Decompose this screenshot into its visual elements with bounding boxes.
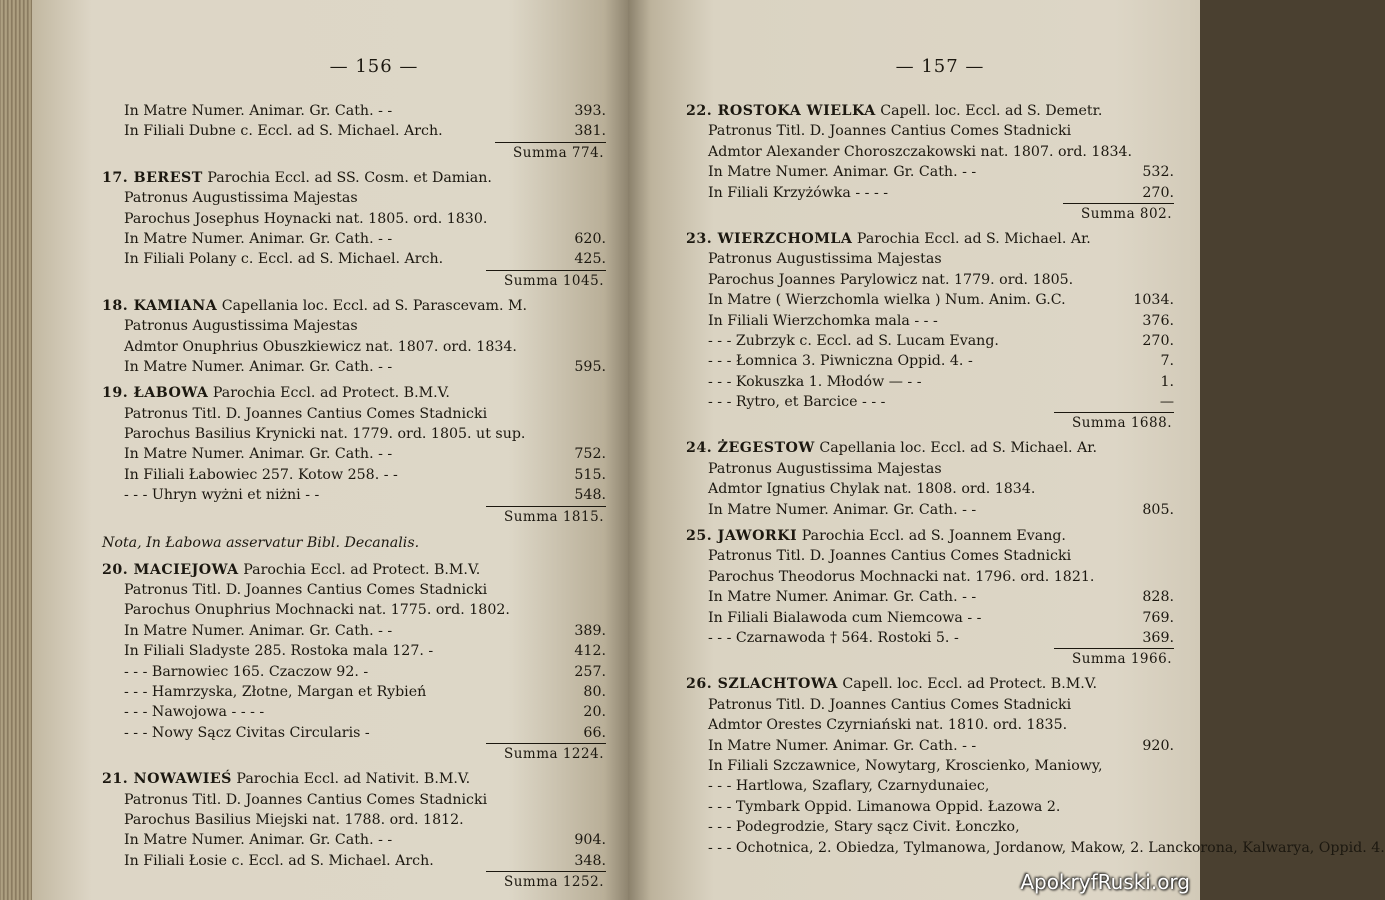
page-number: — 157 — bbox=[895, 56, 985, 77]
entry-heading bbox=[686, 526, 1174, 546]
line-text bbox=[708, 736, 976, 756]
entry-line bbox=[686, 628, 1174, 648]
entry-line bbox=[686, 567, 1174, 587]
entry-line bbox=[102, 485, 606, 505]
line-body: Admtor Alexander Choroszczakowski nat. 1807. ord. 1834. bbox=[708, 143, 1133, 160]
line-body: Patronus Titl. D. Joannes Cantius Comes Stadnicki bbox=[124, 582, 488, 599]
entry-line bbox=[686, 331, 1174, 351]
soul-count: 389. bbox=[574, 622, 606, 639]
summa-total bbox=[686, 412, 1174, 432]
line-body: Parochia Eccl. ad Nativit. B.M.V. bbox=[231, 771, 471, 788]
line-body: Parochus Basilius Krynicki nat. 1779. ord. 1805. ut sup. bbox=[124, 426, 526, 443]
line-body: - - - Nowy Sącz Civitas Circularis - bbox=[124, 724, 370, 741]
line-body: Admtor Orestes Czyrniański nat. 1810. ord. 1835. bbox=[708, 717, 1068, 734]
summa-total bbox=[102, 270, 606, 290]
line-body: - - - Rytro, et Barcice - - - bbox=[708, 394, 886, 411]
parish-name: 20. MACIEJOWA bbox=[102, 561, 239, 578]
line-body: Patronus Titl. D. Joannes Cantius Comes Stadnicki bbox=[124, 405, 488, 422]
line-text bbox=[124, 188, 358, 208]
line-body: - - - Ochotnica, 2. Obiedza, Tylmanowa, Jordanow, Makow, 2. Lanckorona, Kalwarya, Oppid. 4. bbox=[708, 839, 1385, 856]
page-body bbox=[102, 101, 606, 891]
summa-text: Summa 1966. bbox=[1054, 648, 1172, 669]
entry-line bbox=[102, 662, 606, 682]
line-text bbox=[686, 674, 1097, 694]
line-body: In Filiali Dubne c. Eccl. ad S. Michael. Arch. bbox=[124, 123, 443, 140]
line-body: - - - Uhryn wyżni et niżni - - bbox=[124, 487, 320, 504]
parish-name: 25. JAWORKI bbox=[686, 528, 798, 545]
line-body: Capellania loc. Eccl. ad S. Parascevam. M. bbox=[217, 297, 528, 314]
entry-heading bbox=[102, 769, 606, 789]
soul-count: 66. bbox=[552, 723, 606, 744]
line-text bbox=[124, 790, 487, 810]
line-text bbox=[708, 500, 976, 520]
line-body: Patronus Titl. D. Joannes Cantius Comes Stadnicki bbox=[708, 696, 1072, 713]
page-number: — 156 — bbox=[329, 56, 419, 77]
line-text bbox=[708, 392, 885, 412]
line-body: Parochus Basilius Miejski nat. 1788. ord. 1812. bbox=[124, 811, 464, 828]
entry-line bbox=[686, 351, 1174, 371]
line-text bbox=[708, 372, 922, 392]
soul-count: 7. bbox=[1160, 353, 1174, 370]
line-text bbox=[708, 797, 1060, 817]
entry-line bbox=[102, 337, 606, 357]
entry-heading bbox=[686, 101, 1174, 121]
line-body: In Filiali Sladyste 285. Rostoka mala 127. - bbox=[124, 643, 434, 660]
soul-count: 270. bbox=[1142, 332, 1174, 349]
soul-count: 752. bbox=[574, 446, 606, 463]
line-body: In Filiali Szczawnice, Nowytarg, Kroscienko, Maniowy, bbox=[708, 757, 1103, 774]
entry-line bbox=[102, 188, 606, 208]
line-text bbox=[102, 168, 492, 188]
line-body: Parochus Joannes Parylowicz nat. 1779. ord. 1805. bbox=[708, 271, 1074, 288]
line-body: Admtor Ignatius Chylak nat. 1808. ord. 1834. bbox=[708, 481, 1036, 498]
line-body: In Matre Numer. Animar. Gr. Cath. - - bbox=[124, 832, 393, 849]
entry-line bbox=[686, 392, 1174, 412]
entry-heading bbox=[686, 674, 1174, 694]
line-text bbox=[708, 695, 1071, 715]
line-text bbox=[124, 249, 443, 269]
line-text bbox=[708, 756, 1103, 776]
entry-line bbox=[686, 270, 1174, 290]
line-body: Parochia Eccl. ad Protect. B.M.V. bbox=[208, 385, 450, 402]
summa-total bbox=[102, 142, 606, 162]
line-text bbox=[102, 769, 470, 789]
entry-line bbox=[102, 830, 606, 850]
line-body: In Filiali Polany c. Eccl. ad S. Michael. Arch. bbox=[124, 251, 444, 268]
line-body: - - - Zubrzyk c. Eccl. ad S. Lucam Evang. bbox=[708, 332, 999, 349]
line-body: Patronus Titl. D. Joannes Cantius Comes Stadnicki bbox=[708, 548, 1072, 565]
soul-count: 904. bbox=[574, 832, 606, 849]
line-text bbox=[708, 331, 999, 351]
entry-heading bbox=[102, 383, 606, 403]
entry-line bbox=[102, 357, 606, 377]
line-body: Parochia Eccl. ad SS. Cosm. et Damian. bbox=[202, 169, 492, 186]
entry-line bbox=[686, 249, 1174, 269]
line-text bbox=[686, 101, 1102, 121]
line-text bbox=[686, 438, 1097, 458]
entry-line bbox=[102, 621, 606, 641]
line-body: In Matre ( Wierzchomla wielka ) Num. Anim. G.C. bbox=[708, 292, 1066, 309]
line-body: Patronus Augustissima Majestas bbox=[124, 318, 358, 335]
soul-count: 381. bbox=[552, 121, 606, 142]
entry-line bbox=[686, 546, 1174, 566]
summa-total bbox=[102, 871, 606, 891]
line-text bbox=[708, 311, 938, 331]
soul-count: 769. bbox=[1142, 609, 1174, 626]
line-text bbox=[124, 485, 319, 505]
line-body: Parochus Josephus Hoynacki nat. 1805. ord. 1830. bbox=[124, 210, 488, 227]
line-body: Parochia Eccl. ad S. Michael. Ar. bbox=[852, 230, 1091, 247]
entry-line bbox=[102, 444, 606, 464]
line-text bbox=[708, 183, 888, 203]
line-body: Patronus Titl. D. Joannes Cantius Comes Stadnicki bbox=[124, 791, 488, 808]
summa-text: Summa 1688. bbox=[1054, 412, 1172, 433]
line-text bbox=[124, 682, 426, 702]
line-text bbox=[708, 838, 1385, 858]
entry-line bbox=[686, 587, 1174, 607]
line-text bbox=[124, 444, 392, 464]
line-body: - - - Nawojowa - - - - bbox=[124, 704, 265, 721]
line-body: In Filiali Krzyżówka - - - - bbox=[708, 184, 889, 201]
line-body: - - - Tymbark Oppid. Limanowa Oppid. Łazowa 2. bbox=[708, 798, 1061, 815]
line-text bbox=[124, 662, 368, 682]
entry-line bbox=[102, 121, 606, 141]
entry-line bbox=[102, 600, 606, 620]
parish-name: 26. SZLACHTOWA bbox=[686, 676, 838, 693]
entry-line bbox=[102, 702, 606, 722]
entry-line bbox=[686, 838, 1385, 858]
soul-count: 80. bbox=[583, 683, 606, 700]
line-text bbox=[124, 229, 392, 249]
line-body: Admtor Onuphrius Obuszkiewicz nat. 1807. ord. 1834. bbox=[124, 338, 517, 355]
summa-total bbox=[102, 506, 606, 526]
line-text bbox=[102, 560, 480, 580]
line-body: In Matre Numer. Animar. Gr. Cath. - - bbox=[124, 446, 393, 463]
entry-line bbox=[686, 372, 1174, 392]
line-text bbox=[124, 830, 392, 850]
entry-line bbox=[686, 695, 1174, 715]
soul-count: 595. bbox=[574, 358, 606, 375]
soul-count: 376. bbox=[1142, 312, 1174, 329]
line-body: Capell. loc. Eccl. ad Protect. B.M.V. bbox=[837, 676, 1098, 693]
soul-count: 548. bbox=[552, 485, 606, 506]
line-body: - - - Kokuszka 1. Młodów — - - bbox=[708, 373, 922, 390]
entry-line bbox=[686, 797, 1174, 817]
soul-count: 412. bbox=[574, 643, 606, 660]
line-body: Patronus Titl. D. Joannes Cantius Comes Stadnicki bbox=[708, 123, 1072, 140]
entry-line bbox=[102, 465, 606, 485]
parish-name: 23. WIERZCHOMLA bbox=[686, 230, 853, 247]
line-text bbox=[708, 479, 1035, 499]
line-body: - - - Podegrodzie, Stary sącz Civit. Łonczko, bbox=[708, 819, 1020, 836]
line-body: In Matre Numer. Animar. Gr. Cath. - - bbox=[708, 164, 977, 181]
entry-line bbox=[102, 790, 606, 810]
summa-text: Summa 1224. bbox=[486, 743, 604, 764]
line-body: In Matre Numer. Animar. Gr. Cath. - - bbox=[124, 230, 393, 247]
line-body: - - - Hamrzyska, Złotne, Margan et Rybień bbox=[124, 683, 427, 700]
left-page bbox=[32, 0, 628, 900]
entry-line bbox=[102, 101, 606, 121]
entry-heading bbox=[102, 296, 606, 316]
soul-count: 425. bbox=[552, 249, 606, 270]
entry-line bbox=[686, 479, 1174, 499]
line-body: - - - Czarnawoda † 564. Rostoki 5. - bbox=[708, 629, 959, 646]
entry-line bbox=[102, 424, 606, 444]
line-text bbox=[124, 702, 264, 722]
line-body: In Matre Numer. Animar. Gr. Cath. - - bbox=[708, 737, 977, 754]
line-text bbox=[124, 404, 487, 424]
entry-line bbox=[686, 608, 1174, 628]
entry-line bbox=[686, 142, 1174, 162]
entry-heading bbox=[102, 560, 606, 580]
summa-text: Summa 1252. bbox=[486, 871, 604, 892]
line-text bbox=[708, 121, 1071, 141]
line-body: Parochia Eccl. ad Protect. B.M.V. bbox=[238, 561, 481, 578]
entry-line bbox=[102, 810, 606, 830]
line-text bbox=[124, 424, 525, 444]
parish-name: 21. NOWAWIEŚ bbox=[102, 771, 232, 788]
entry-heading bbox=[686, 229, 1174, 249]
soul-count: — bbox=[1120, 392, 1174, 413]
line-text bbox=[124, 851, 434, 871]
entry-line bbox=[102, 851, 606, 871]
line-body: Patronus Augustissima Majestas bbox=[124, 190, 358, 207]
line-body: Capell. loc. Eccl. ad S. Demetr. bbox=[875, 103, 1103, 119]
line-text bbox=[708, 162, 976, 182]
line-text bbox=[708, 567, 1094, 587]
line-text bbox=[102, 383, 450, 403]
line-text bbox=[102, 296, 527, 316]
soul-count: 348. bbox=[552, 851, 606, 872]
parish-name: 19. ŁABOWA bbox=[102, 385, 209, 402]
entry-line bbox=[102, 580, 606, 600]
line-text bbox=[708, 142, 1132, 162]
entry-line bbox=[102, 229, 606, 249]
entry-line bbox=[686, 290, 1174, 310]
line-text bbox=[124, 465, 398, 485]
entry-line bbox=[686, 817, 1174, 837]
line-text bbox=[708, 587, 976, 607]
soul-count: 532. bbox=[1142, 164, 1174, 181]
line-text bbox=[708, 608, 981, 628]
line-body: In Filiali Wierzchomka mala - - - bbox=[708, 312, 938, 329]
line-text bbox=[708, 715, 1067, 735]
line-text bbox=[124, 101, 392, 121]
soul-count: 620. bbox=[574, 230, 606, 247]
line-text bbox=[708, 817, 1020, 837]
parish-name: 17. BEREST bbox=[102, 169, 203, 186]
soul-count: 20. bbox=[583, 704, 606, 721]
soul-count: 1. bbox=[1160, 373, 1174, 390]
page-body bbox=[686, 101, 1385, 858]
soul-count: 393. bbox=[574, 103, 606, 119]
line-text bbox=[124, 580, 487, 600]
entry-heading bbox=[686, 438, 1174, 458]
line-body: - - - Barnowiec 165. Czaczow 92. - bbox=[124, 663, 369, 680]
line-text bbox=[124, 810, 464, 830]
entry-line bbox=[102, 682, 606, 702]
line-body: Capellania loc. Eccl. ad S. Michael. Ar. bbox=[814, 440, 1097, 457]
line-text bbox=[708, 290, 1066, 310]
right-page bbox=[628, 0, 1385, 900]
entry-line bbox=[686, 776, 1174, 796]
line-body: In Matre Numer. Animar. Gr. Cath. - - bbox=[708, 589, 977, 606]
line-text bbox=[686, 526, 1066, 546]
soul-count: 805. bbox=[1142, 501, 1174, 518]
entry-line bbox=[686, 121, 1174, 141]
line-body: In Matre Numer. Animar. Gr. Cath. - - bbox=[124, 622, 393, 639]
line-text bbox=[124, 641, 433, 661]
summa-total bbox=[686, 648, 1174, 668]
entry-line bbox=[686, 183, 1174, 203]
summa-text: Summa 774. bbox=[495, 142, 604, 163]
parish-name: 24. ŻEGESTOW bbox=[686, 440, 815, 457]
summa-text: Summa 1815. bbox=[486, 506, 604, 527]
entry-line bbox=[686, 459, 1174, 479]
line-body: Parochus Onuphrius Mochnacki nat. 1775. ord. 1802. bbox=[124, 602, 510, 619]
line-body: In Matre Numer. Animar. Gr. Cath. - - bbox=[124, 103, 393, 119]
soul-count: 257. bbox=[574, 663, 606, 680]
line-body: In Filiali Bialawoda cum Niemcowa - - bbox=[708, 609, 982, 626]
entry-line bbox=[686, 500, 1174, 520]
summa-text: Summa 802. bbox=[1063, 203, 1172, 224]
line-body: In Filiali Łabowiec 257. Kotow 258. - - bbox=[124, 466, 398, 483]
soul-count: 270. bbox=[1120, 183, 1174, 204]
line-text bbox=[708, 628, 959, 648]
line-text bbox=[708, 459, 942, 479]
line-body: Parochus Theodorus Mochnacki nat. 1796. ord. 1821. bbox=[708, 568, 1095, 585]
line-text bbox=[124, 337, 517, 357]
line-text bbox=[124, 209, 487, 229]
line-text bbox=[124, 357, 392, 377]
soul-count: 1034. bbox=[1133, 292, 1174, 309]
line-body: - - - Hartlowa, Szaflary, Czarnydunaiec, bbox=[708, 778, 990, 795]
entry-line bbox=[102, 316, 606, 336]
nota-line: Nota, In Łabowa asservatur Bibl. Decanalis. bbox=[102, 534, 420, 551]
line-text bbox=[708, 270, 1073, 290]
line-text bbox=[124, 316, 358, 336]
entry-line bbox=[102, 249, 606, 269]
entry-heading bbox=[102, 168, 606, 188]
entry-line bbox=[686, 715, 1174, 735]
line-body: In Matre Numer. Animar. Gr. Cath. - - bbox=[124, 358, 393, 375]
soul-count: 828. bbox=[1142, 589, 1174, 606]
line-text bbox=[708, 776, 989, 796]
entry-line bbox=[102, 404, 606, 424]
book-page-edges bbox=[0, 0, 32, 900]
line-body: In Matre Numer. Animar. Gr. Cath. - - bbox=[708, 501, 977, 518]
entry-line bbox=[102, 641, 606, 661]
soul-count: 369. bbox=[1120, 628, 1174, 649]
entry-line bbox=[102, 723, 606, 743]
line-text bbox=[708, 351, 973, 371]
entry-line bbox=[686, 162, 1174, 182]
soul-count: 515. bbox=[574, 466, 606, 483]
entry-line bbox=[102, 209, 606, 229]
line-text bbox=[124, 723, 370, 743]
parish-name: 18. KAMIANA bbox=[102, 297, 218, 314]
parish-name: 22. ROSTOKA WIELKA bbox=[686, 103, 876, 119]
line-text bbox=[708, 546, 1071, 566]
summa-total bbox=[102, 743, 606, 763]
entry-line bbox=[686, 311, 1174, 331]
site-watermark: ApokryfRuski.org bbox=[1020, 870, 1190, 894]
entry-line bbox=[686, 756, 1174, 776]
soul-count: 920. bbox=[1142, 737, 1174, 754]
line-text bbox=[124, 621, 392, 641]
line-text bbox=[686, 229, 1091, 249]
line-body: Patronus Augustissima Majestas bbox=[708, 460, 942, 477]
summa-text: Summa 1045. bbox=[486, 270, 604, 291]
line-body: Patronus Augustissima Majestas bbox=[708, 251, 942, 268]
line-text bbox=[124, 600, 510, 620]
line-text bbox=[708, 249, 942, 269]
entry-line bbox=[686, 736, 1174, 756]
line-text bbox=[124, 121, 443, 141]
line-body: In Filiali Łosie c. Eccl. ad S. Michael. Arch. bbox=[124, 852, 434, 869]
line-body: - - - Łomnica 3. Piwniczna Oppid. 4. - bbox=[708, 353, 973, 370]
summa-total bbox=[686, 203, 1174, 223]
line-body: Parochia Eccl. ad S. Joannem Evang. bbox=[797, 528, 1066, 545]
